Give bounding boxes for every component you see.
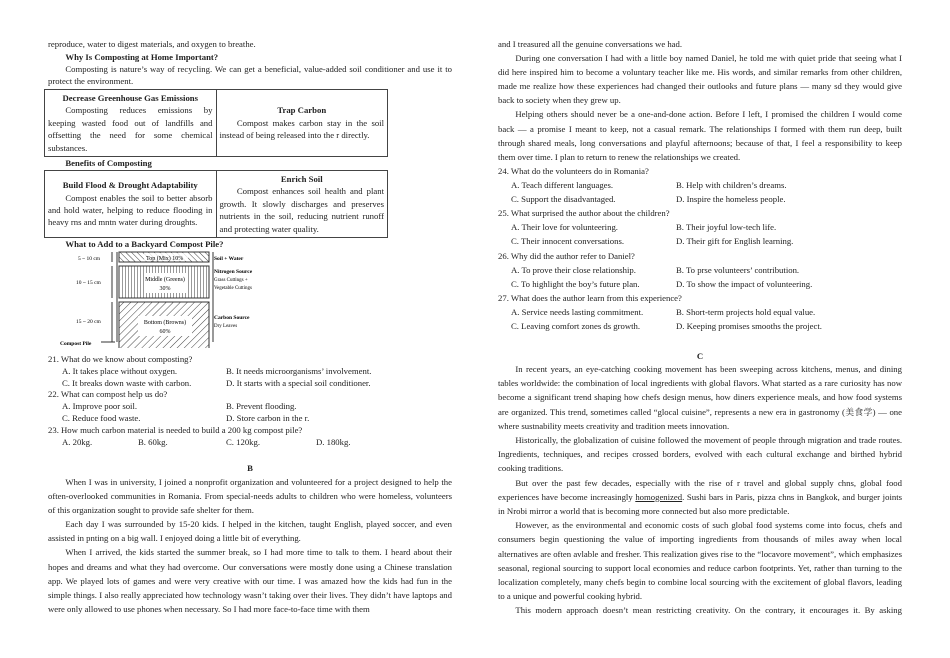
option-25-d[interactable]: D. Their gift for English learning. xyxy=(676,236,794,247)
paragraph: When I was in university, I joined a nonprofit organization and volunteered for a project designed to help the often-overlooked communities in Romania. From special-needs adults to children who were homeless, volunteers of this organization sought to provide safe shelter for them. xyxy=(48,477,452,516)
option-23-a[interactable]: A. 20kg. xyxy=(62,436,93,447)
question-23: 23. How much carbon material is needed to build a 200 kg compost pile? xyxy=(48,424,303,435)
depth-middle: 10 ~ 15 cm xyxy=(76,280,101,286)
option-22-b[interactable]: B. Prevent flooding. xyxy=(226,401,297,412)
option-22-d[interactable]: D. Store carbon in the r. xyxy=(226,412,310,423)
layer-middle-pct: 30% xyxy=(159,286,171,292)
note-bottom-1: Carbon Source xyxy=(214,315,250,321)
paragraph-composting: Composting is nature’s way of recycling. We can get a beneficial, value-added soil conditioner and use it to protect the environment. xyxy=(48,64,452,86)
cell-body: Composting reduces emissions by keeping wasted food out of landfills and offsetting the need for some chemical substances. xyxy=(48,105,213,153)
option-23-c[interactable]: C. 120kg. xyxy=(226,436,261,447)
paragraph: This modern approach doesn’t mean restricting creativity. On the contrary, it encourages it. By asking xyxy=(515,605,902,616)
cell-title: Build Flood & Drought Adaptability xyxy=(62,180,198,191)
pile-label: Compost Pile xyxy=(60,341,92,347)
option-27-b[interactable]: B. Short-term projects hold equal value. xyxy=(676,306,816,317)
paragraph: Historically, the globalization of cuisine followed the movement of people through migration and trade routes. Ingredients, techniques, and recipes crossed borders, evolved with each cultural exchange and birthed hybrid cooking traditions. xyxy=(498,435,902,474)
questions-24-27 xyxy=(498,164,902,333)
paragraph xyxy=(498,476,902,519)
depth-top: 5 ~ 10 cm xyxy=(78,256,101,262)
paragraph: During one conversation I had with a little boy named Daniel, he told me with quiet pride that seeing what I did here inspired him to become a voluntary teacher like me. His words, and similar remarks from other children, made me realize how these experiences had changed their outlooks and future plans — many sd they would give back to society when they grew up. xyxy=(498,53,902,106)
cell-body: Compost enables the soil to better absorb and hold water, helping to reduce flooding in heavy rns and mntn water during droughts. xyxy=(48,192,213,228)
paragraph: In recent years, an eye-catching cooking movement has been sweeping across kitchens, menus, and dining tables worldwide: the combination of local ingredients with global flavors. What started as a rare curiosity has now become a significant trend shaping how chefs design menus, how diners experience meals, and how food systems are organized. This trend, sometimes called “glocal cuisine”, represents a new era in gastronomy (美食学) — one where sustnability meets creativity and tradition meets innovation. xyxy=(498,364,902,431)
benefits-table-2 xyxy=(44,170,388,238)
cell-title: Trap Carbon xyxy=(277,105,327,116)
question-27: 27. What does the author learn from this experience? xyxy=(498,292,682,303)
left-column xyxy=(48,0,452,658)
cell-enrich-soil xyxy=(216,171,388,238)
section-b-heading: B xyxy=(247,463,253,473)
option-26-b[interactable]: B. To prse volunteers’ contribution. xyxy=(676,264,800,275)
cell-flood-drought xyxy=(45,171,217,238)
option-27-a[interactable]: A. Service needs lasting commitment. xyxy=(511,306,644,317)
layer-bottom-pct: 60% xyxy=(159,329,171,335)
option-26-a[interactable]: A. To prove their close relationship. xyxy=(511,264,636,275)
option-23-d[interactable]: D. 180kg. xyxy=(316,436,351,447)
option-26-c[interactable]: C. To highlight the boy’s future plan. xyxy=(511,278,640,289)
benefits-table-1 xyxy=(44,89,388,157)
option-27-c[interactable]: C. Leaving comfort zones ds growth. xyxy=(511,321,641,332)
heading-what-to-add: What to Add to a Backyard Compost Pile? xyxy=(65,239,224,249)
option-22-a[interactable]: A. Improve poor soil. xyxy=(62,401,138,412)
passage-b-part1 xyxy=(48,475,452,616)
cell-trap-carbon xyxy=(216,90,388,157)
note-bottom-2: Dry Leaves xyxy=(214,324,238,329)
layer-top-label: Top (Mix) 10% xyxy=(146,256,184,262)
depth-bottom: 15 ~ 20 cm xyxy=(76,319,101,325)
paragraph-continuation: and I treasured all the genuine conversations we had. xyxy=(498,39,683,49)
note-middle-3: Vegetable Cuttings xyxy=(214,286,252,291)
option-23-b[interactable]: B. 60kg. xyxy=(138,436,168,447)
heading-benefits: Benefits of Composting xyxy=(65,158,152,168)
heading-why-composting: Why Is Composting at Home Important? xyxy=(65,52,219,62)
questions-21-23 xyxy=(48,354,452,448)
question-21: 21. What do we know about composting? xyxy=(48,354,193,364)
paragraph: Each day I was surrounded by 15-20 kids. I helped in the kitchen, taught English, played soccer, and even assisted in pnting on a big wall. I enjoyed doing a little bit of everything. xyxy=(48,519,452,544)
text: But over the past few decades, especially with the rise of r travel and global supply chns, global food experiences have become increasingly xyxy=(498,477,902,502)
note-middle-2: Grass Cuttings + xyxy=(214,278,248,283)
intro-line: reproduce, water to digest materials, and oxygen to breathe. xyxy=(48,39,256,49)
cell-title: Decrease Greenhouse Gas Emissions xyxy=(62,92,199,103)
option-27-d[interactable]: D. Keeping promises smooths the project. xyxy=(676,321,822,332)
cell-greenhouse xyxy=(45,90,217,157)
right-column xyxy=(498,0,902,658)
section-c-heading: C xyxy=(696,351,704,361)
cell-title: Enrich Soil xyxy=(280,173,323,184)
cell-body: Compost enhances soil health and plant growth. It slowly discharges and preserves nutrients in the soil, reducing nutrient runoff and protecting water quality. xyxy=(219,186,384,234)
cell-body: Compost makes carbon stay in the soil instead of being released into the r directly. xyxy=(219,117,384,141)
option-21-d[interactable]: D. It starts with a special soil conditioner. xyxy=(226,377,371,388)
option-24-b[interactable]: B. Help with children’s dreams. xyxy=(676,180,787,191)
passage-c xyxy=(498,362,902,618)
option-24-a[interactable]: A. Teach different languages. xyxy=(511,180,614,191)
option-22-c[interactable]: C. Reduce food waste. xyxy=(62,412,141,423)
underlined-word: homogenized xyxy=(635,491,683,502)
layer-middle-label: Middle (Greens) xyxy=(145,277,185,283)
paragraph: When I arrived, the kids started the summer break, so I had more time to talk to them. I heard about their hopes and dreams and what they had overcome. Our conversations were mostly done using a Chinese translation app. We played lots of games and were very creative with our time. I was amazed how the kids had fun in the simple things. I also really appreciated how technology wasn’t taking over their lives. They didn’t have laptops and were only allowed to use phones when necessary. So I had more face-to-face time with them xyxy=(48,547,452,614)
option-21-b[interactable]: B. It needs microorganisms’ involvement. xyxy=(226,365,372,376)
option-25-b[interactable]: B. Their joyful low-tech life. xyxy=(676,222,777,233)
option-24-c[interactable]: C. Support the disadvantaged. xyxy=(511,194,616,205)
note-middle-1: Nitrogen Source xyxy=(214,269,253,275)
question-25: 25. What surprised the author about the children? xyxy=(498,208,670,219)
option-25-c[interactable]: C. Their innocent conversations. xyxy=(511,236,624,247)
question-26: 26. Why did the author refer to Daniel? xyxy=(498,250,635,261)
layer-bottom-label: Bottom (Browns) xyxy=(143,320,187,326)
option-21-a[interactable]: A. It takes place without oxygen. xyxy=(62,365,178,376)
compost-pile-diagram xyxy=(8,248,268,348)
option-24-d[interactable]: D. Inspire the homeless people. xyxy=(676,194,786,205)
option-26-d[interactable]: D. To show the impact of volunteering. xyxy=(676,278,813,289)
paragraph: Helping others should never be a one-and-done action. Before I left, I promised the children I would come back — a promise I meant to keep, not a casual remark. The relationships I formed with them run deep, built through shared meals, long conversations and playful afternoons; because of that, I feel a responsibility to keep them over time. I plan to return to renew the relationships we created. xyxy=(498,109,902,162)
option-21-c[interactable]: C. It breaks down waste with carbon. xyxy=(62,377,192,388)
note-top: Soil + Water xyxy=(214,256,244,262)
text: . Sushi bars in Paris, pizza chns in Bangkok, and burger joints in Nrobi mirror a world that is becoming more connected but also more predictable. xyxy=(498,491,902,517)
question-22: 22. What can compost help us do? xyxy=(48,389,168,400)
passage-b-part2 xyxy=(498,37,902,164)
paragraph: However, as the environmental and economic costs of such global food systems come into focus, chefs and consumers begin questioning the value of importing ingredients from thousands of miles away when local alternatives are often avlable and fresher. This realization gives rise to the “locavore movement”, which emphasizes seasonal, regional sourcing to support local economies and reduce carbon footprints. Yet, rather than turning to the localization completely, many chefs begin to combine local sourcing with the excitement of global flavors, leading to a unique and powerful cooking hybrid. xyxy=(498,520,902,602)
option-25-a[interactable]: A. Their love for volunteering. xyxy=(511,222,618,233)
question-24: 24. What do the volunteers do in Romania? xyxy=(498,166,649,176)
